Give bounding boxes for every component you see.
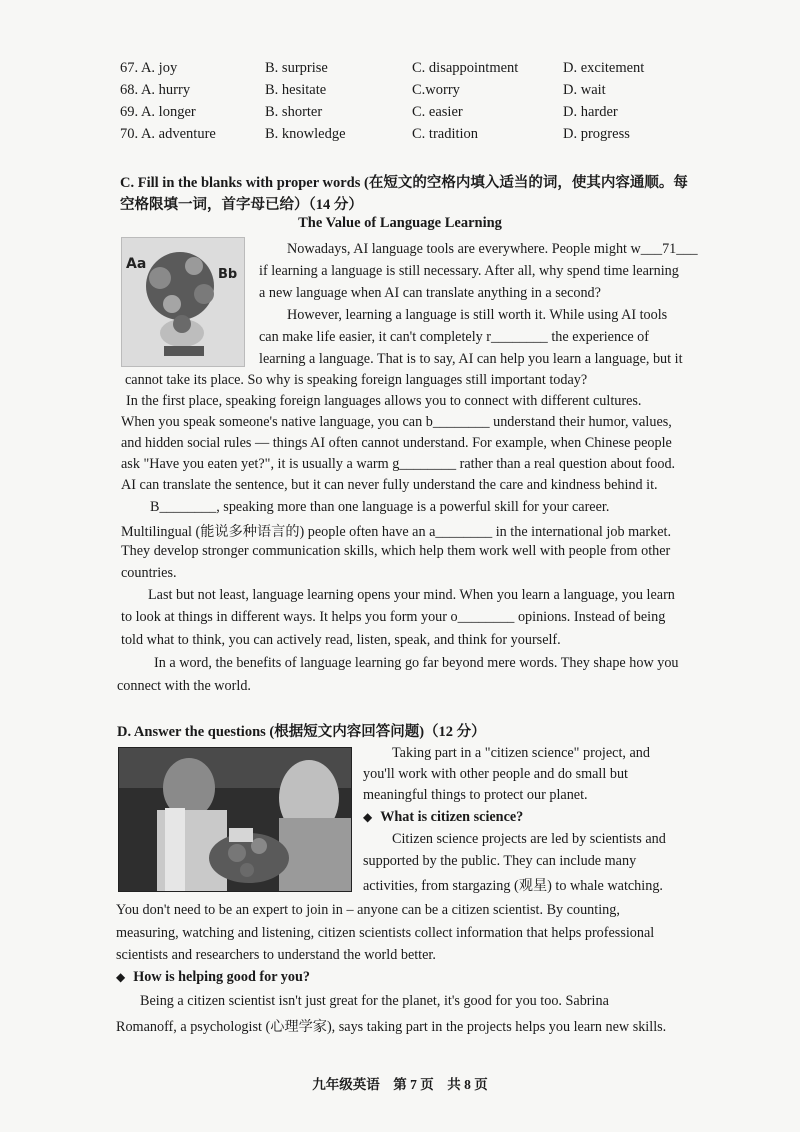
passage-line: In the first place, speaking foreign languages allows you to connect with different cultures. (126, 393, 642, 409)
passage-line: to look at things in different ways. It helps you form your o________ opinions. Instead of being (121, 609, 666, 625)
passage-line: Last but not least, language learning opens your mind. When you learn a language, you learn (148, 587, 675, 603)
option-row-68 (120, 82, 680, 104)
passage-line: supported by the public. They can include many (363, 853, 637, 869)
option-b: B. surprise (265, 60, 328, 76)
citizen-science-photo (118, 747, 352, 892)
passage-line: told what to think, you can actively read, listen, speak, and think for yourself. (121, 632, 561, 648)
option-d: D. wait (563, 82, 606, 98)
option-a: 68. A. hurry (120, 82, 191, 98)
passage-line: Citizen science projects are led by scientists and (392, 831, 666, 847)
option-b: B. knowledge (265, 126, 346, 142)
passage-line: can make life easier, it can't completely r________ the experience of (259, 329, 650, 345)
passage-line: AI can translate the sentence, but it can never fully understand the care and kindness behind it. (121, 477, 658, 493)
passage-line: measuring, watching and listening, citizen scientists collect information that helps professional (116, 925, 655, 941)
option-row-69 (120, 104, 680, 126)
passage-line: and hidden social rules — things AI often cannot understand. For example, when Chinese people (121, 435, 672, 451)
section-c-heading-1: C. Fill in the blanks with proper words (在短文的空格内填入适当的词，使其内容通顺。每 (120, 175, 688, 191)
subheading-helping-good (116, 969, 310, 986)
passage-line: countries. (121, 565, 177, 581)
option-row-67 (120, 60, 680, 82)
section-c-heading-2: 空格限填一词，首字母已给）（14 分） (120, 197, 363, 213)
option-a: 67. A. joy (120, 60, 178, 76)
passage-line: In a word, the benefits of language learning go far beyond mere words. They shape how you (154, 655, 679, 671)
option-a: 69. A. longer (120, 104, 196, 120)
page-footer: 九年级英语 第 7 页 共 8 页 (312, 1077, 488, 1092)
option-b: B. hesitate (265, 82, 327, 98)
passage-line: if learning a language is still necessary. After all, why spend time learning (259, 263, 679, 279)
diamond-bullet-icon: ◆ (116, 970, 126, 984)
passage-line: When you speak someone's native language, you can b________ understand their humor, values, (121, 414, 672, 430)
passage-line: a new language when AI can translate anything in a second? (259, 285, 601, 301)
passage-line: connect with the world. (117, 678, 251, 694)
option-d: D. excitement (563, 60, 645, 76)
option-c: C. disappointment (412, 60, 519, 76)
passage-line: Multilingual (能说多种语言的) people often have an a________ in the international job market. (121, 524, 672, 540)
subheading-text: How is helping good for you? (133, 969, 310, 985)
passage-line: activities, from stargazing (观星) to whale watching. (363, 878, 663, 894)
passage-line: They develop stronger communication skills, which help them work well with people from other (121, 543, 671, 559)
section-d-heading: D. Answer the questions (根据短文内容回答问题)（12 分） (117, 724, 486, 740)
option-row-70 (120, 126, 680, 148)
passage-line: cannot take its place. So why is speaking foreign languages still important today? (125, 372, 588, 388)
option-c: C.worry (412, 82, 460, 98)
aa-label: Aa (126, 256, 147, 272)
passage-line: However, learning a language is still worth it. While using AI tools (287, 307, 668, 323)
option-b: B. shorter (265, 104, 323, 120)
passage-line: scientists and researchers to understand the world better. (116, 947, 436, 963)
passage-line: Romanoff, a psychologist (心理学家), says taking part in the projects helps you learn new skills. (116, 1019, 667, 1035)
option-d: D. harder (563, 104, 618, 120)
passage-line: You don't need to be an expert to join in – anyone can be a citizen scientist. By counting, (116, 902, 620, 918)
passage-line: ask "Have you eaten yet?", it is usually a warm g________ rather than a real question about food. (121, 456, 676, 472)
passage-line: Taking part in a "citizen science" project, and (392, 745, 650, 761)
option-d: D. progress (563, 126, 630, 142)
citizen-science-photo-svg (119, 748, 351, 891)
option-c: C. easier (412, 104, 463, 120)
bb-label: Bb (218, 267, 238, 282)
subheading-text: What is citizen science? (380, 809, 524, 825)
passage-line: Nowadays, AI language tools are everywhere. People might w___71___ (287, 241, 698, 257)
passage-line: meaningful things to protect our planet. (363, 787, 588, 803)
subheading-citizen-science (363, 809, 523, 826)
option-a: 70. A. adventure (120, 126, 216, 142)
option-c: C. tradition (412, 126, 479, 142)
diamond-bullet-icon: ◆ (363, 810, 373, 824)
language-illustration (121, 237, 245, 367)
passage-line: you'll work with other people and do small but (363, 766, 628, 782)
passage-title: The Value of Language Learning (298, 215, 502, 231)
passage-line: Being a citizen scientist isn't just great for the planet, it's good for you too. Sabrina (140, 993, 609, 1009)
passage-line: learning a language. That is to say, AI can help you learn a language, but it (259, 351, 683, 367)
language-illustration-svg (122, 238, 244, 366)
passage-line: B________, speaking more than one language is a powerful skill for your career. (150, 499, 610, 515)
